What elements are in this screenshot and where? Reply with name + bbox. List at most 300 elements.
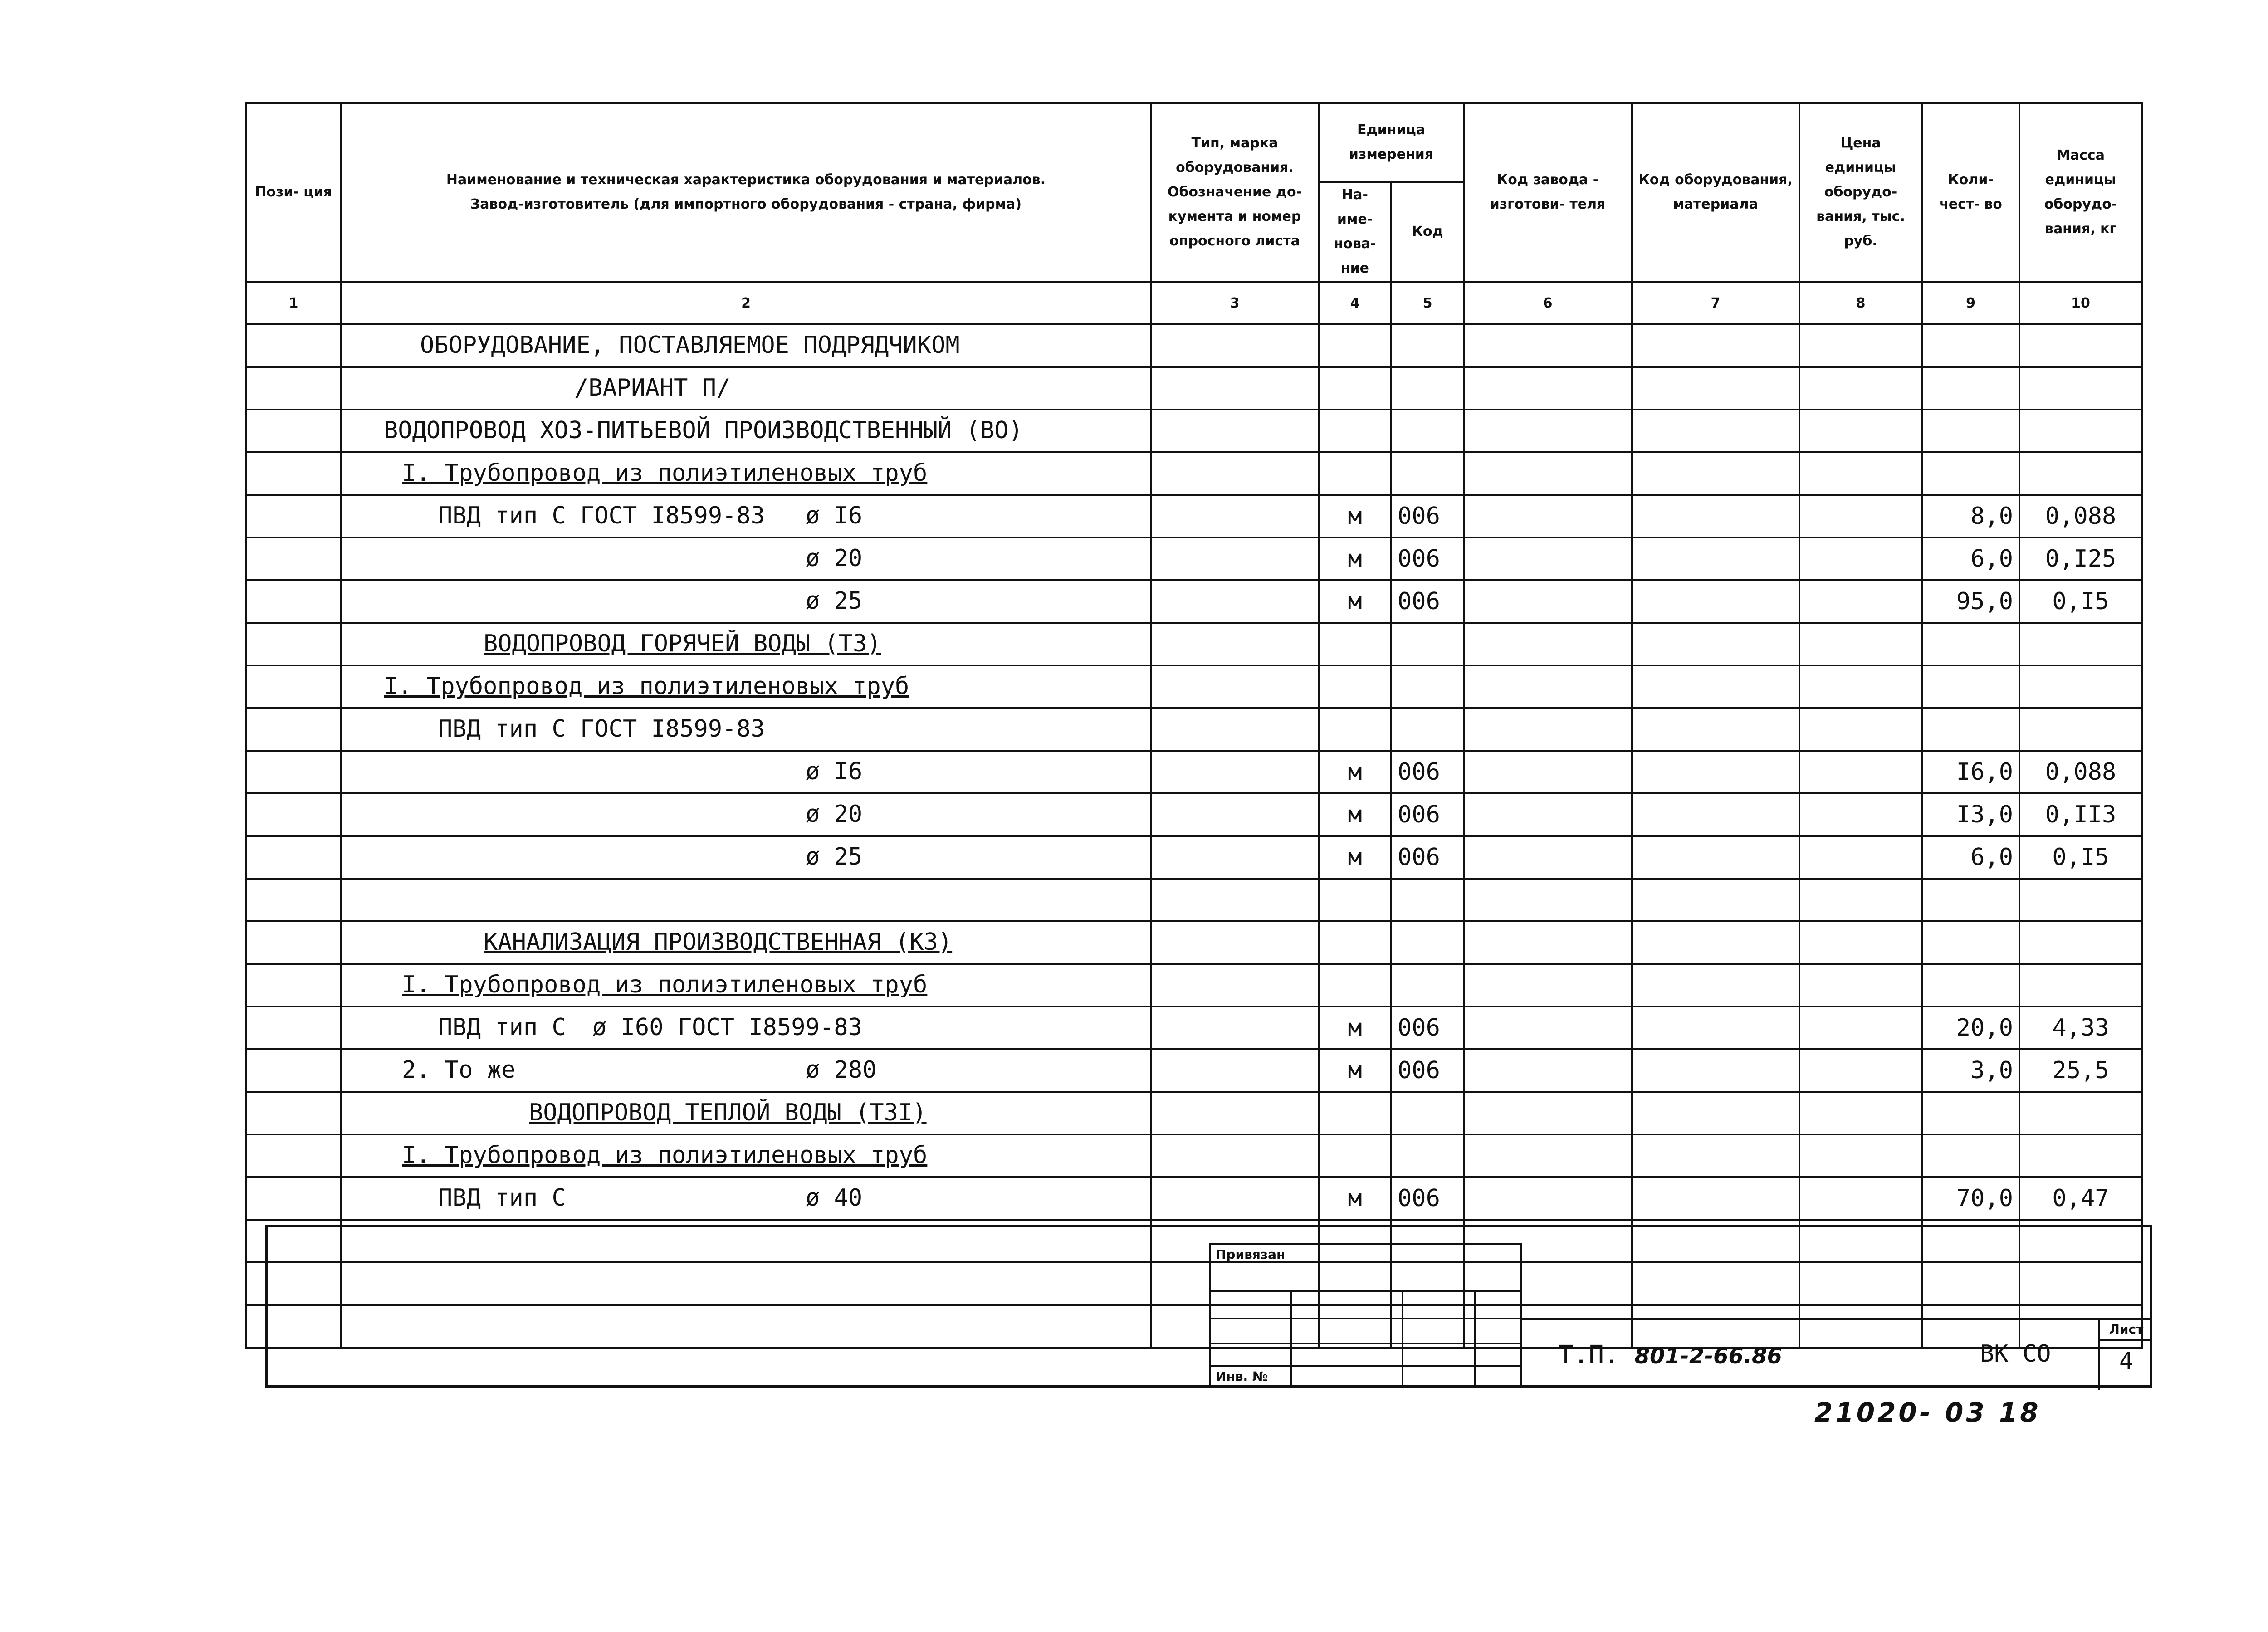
header-name-line2: Завод-изготовитель (для импортного оборудования - страна, фирма) [470,196,1022,212]
cell-type [1151,537,1319,580]
cell-type [1151,751,1319,793]
cell-qty: 6,0 [1922,537,2019,580]
cell-code [1391,964,1464,1007]
cell-price [1799,1134,1922,1177]
cell-type [1151,879,1319,921]
cell-price [1799,708,1922,751]
table-row [246,324,2142,367]
cell-eqcode [1632,623,1799,665]
item-name: I. Трубопровод из полиэтиленовых труб [402,971,928,998]
item-diameter: ø I60 ГОСТ I8599-83 [592,1014,862,1041]
cell-factory [1464,879,1632,921]
cell-type [1151,410,1319,452]
cell-unit [1319,921,1391,964]
cell-price [1799,1007,1922,1049]
cell-name [341,1177,1151,1220]
cell-factory [1464,1177,1632,1220]
sheet-number: 4 [2119,1348,2134,1375]
cell-code: 006 [1391,495,1464,537]
cell-mass [2019,1134,2142,1177]
cell-pos [246,1134,341,1177]
cell-name [341,1049,1151,1092]
cell-mass: 0,I5 [2019,580,2142,623]
item-name: ОБОРУДОВАНИЕ, ПОСТАВЛЯЕМОЕ ПОДРЯДЧИКОМ [420,332,960,359]
cell-code: 006 [1391,1007,1464,1049]
cell-type [1151,452,1319,495]
cell-unit: м [1319,1007,1391,1049]
column-number: 10 [2019,282,2142,324]
table-row [246,1134,2142,1177]
cell-qty: 6,0 [1922,836,2019,879]
cell-eqcode [1632,580,1799,623]
cell-mass: 0,I5 [2019,836,2142,879]
cell-unit: м [1319,836,1391,879]
table-row [246,452,2142,495]
cell-qty [1922,1134,2019,1177]
table-row [246,751,2142,793]
cell-unit: м [1319,793,1391,836]
cell-factory [1464,1092,1632,1134]
cell-qty: 95,0 [1922,580,2019,623]
cell-pos [246,452,341,495]
cell-pos [246,580,341,623]
cell-eqcode [1632,367,1799,410]
cell-type [1151,367,1319,410]
cell-price [1799,623,1922,665]
cell-name [341,537,1151,580]
cell-type [1151,623,1319,665]
cell-mass [2019,367,2142,410]
item-diameter: ø 40 [806,1184,863,1212]
header-equipment-code: Код оборудования, материала [1632,103,1799,282]
document-prefix: Т.П. [1558,1340,1619,1370]
cell-name [341,879,1151,921]
table-row [246,1049,2142,1092]
cell-code [1391,708,1464,751]
cell-factory [1464,495,1632,537]
cell-mass: 0,47 [2019,1177,2142,1220]
item-name: I. Трубопровод из полиэтиленовых труб [402,1142,928,1169]
cell-pos [246,367,341,410]
cell-eqcode [1632,1134,1799,1177]
cell-type [1151,1092,1319,1134]
item-diameter: ø I6 [806,502,863,529]
cell-pos [246,793,341,836]
cell-code [1391,324,1464,367]
cell-factory [1464,1049,1632,1092]
header-type: Тип, марка оборудования. Обозначение до- кумента и номер опросного листа [1151,103,1319,282]
cell-type [1151,964,1319,1007]
item-diameter: ø 25 [806,843,863,870]
document-code [1558,1340,1782,1370]
cell-qty [1922,410,2019,452]
cell-factory [1464,665,1632,708]
stamp-line [1211,1343,1520,1344]
cell-code [1391,452,1464,495]
item-name: ПВД тип С [438,1184,566,1212]
cell-code [1391,367,1464,410]
stamp-line [1211,1318,1520,1319]
cell-type [1151,836,1319,879]
cell-name [341,708,1151,751]
table-row [246,964,2142,1007]
cell-mass [2019,708,2142,751]
cell-mass [2019,623,2142,665]
cell-name [341,1134,1151,1177]
cell-pos [246,324,341,367]
cell-name [341,623,1151,665]
cell-eqcode [1632,1092,1799,1134]
header-unit-code: Код [1391,182,1464,282]
cell-mass [2019,1092,2142,1134]
header-row [246,103,2142,182]
cell-type [1151,708,1319,751]
cell-eqcode [1632,410,1799,452]
cell-name [341,964,1151,1007]
cell-unit [1319,964,1391,1007]
cell-price [1799,410,1922,452]
cell-unit: м [1319,1177,1391,1220]
cell-qty [1922,367,2019,410]
header-price: Цена единицы оборудо- вания, тыс. руб. [1799,103,1922,282]
cell-price [1799,964,1922,1007]
table-row [246,410,2142,452]
cell-name [341,1092,1151,1134]
cell-price [1799,836,1922,879]
cell-unit [1319,1092,1391,1134]
cell-type [1151,580,1319,623]
cell-mass [2019,665,2142,708]
header-name-line1: Наименование и техническая характеристика оборудования и материалов. [446,172,1046,188]
cell-mass: 0,088 [2019,495,2142,537]
cell-mass [2019,452,2142,495]
cell-pos [246,708,341,751]
cell-unit: м [1319,580,1391,623]
cell-factory [1464,836,1632,879]
cell-price [1799,751,1922,793]
cell-qty [1922,452,2019,495]
cell-code: 006 [1391,793,1464,836]
footer-code: 21020- 03 18 [1814,1397,2041,1428]
header-unit: Единица измерения [1319,103,1464,182]
cell-unit [1319,1134,1391,1177]
stamp-line [1402,1290,1403,1386]
cell-mass [2019,921,2142,964]
cell-type [1151,1134,1319,1177]
cell-name [341,452,1151,495]
cell-unit [1319,879,1391,921]
cell-eqcode [1632,495,1799,537]
table-row [246,537,2142,580]
table-row [246,921,2142,964]
cell-name [341,324,1151,367]
cell-qty [1922,665,2019,708]
cell-pos [246,1177,341,1220]
cell-factory [1464,921,1632,964]
cell-price [1799,580,1922,623]
cell-mass [2019,964,2142,1007]
cell-name [341,836,1151,879]
cell-mass [2019,324,2142,367]
column-number: 8 [1799,282,1922,324]
cell-pos [246,836,341,879]
cell-unit: м [1319,751,1391,793]
cell-price [1799,921,1922,964]
cell-pos [246,537,341,580]
cell-unit [1319,623,1391,665]
cell-name [341,580,1151,623]
column-number: 1 [246,282,341,324]
header-mass: Масса единицы оборудо- вания, кг [2019,103,2142,282]
cell-qty [1922,879,2019,921]
cell-mass: 25,5 [2019,1049,2142,1092]
cell-code [1391,665,1464,708]
table-row [246,1007,2142,1049]
table-row [246,580,2142,623]
cell-eqcode [1632,964,1799,1007]
cell-qty: 20,0 [1922,1007,2019,1049]
cell-price [1799,452,1922,495]
column-number: 7 [1632,282,1799,324]
cell-pos [246,1007,341,1049]
cell-qty [1922,1092,2019,1134]
table-row [246,879,2142,921]
cell-factory [1464,452,1632,495]
sheet-label: Лист [2100,1320,2152,1341]
attachment-stamp [1209,1243,1522,1388]
cell-code: 006 [1391,580,1464,623]
cell-factory [1464,1134,1632,1177]
document-mark: ВК СО [1980,1340,2051,1368]
cell-pos [246,410,341,452]
cell-type [1151,793,1319,836]
cell-eqcode [1632,537,1799,580]
cell-price [1799,793,1922,836]
item-diameter: ø 25 [806,587,863,615]
cell-type [1151,1049,1319,1092]
cell-type [1151,921,1319,964]
cell-pos [246,751,341,793]
cell-factory [1464,580,1632,623]
table-row [246,623,2142,665]
cell-unit: м [1319,495,1391,537]
stamp-line [1474,1290,1476,1386]
inventory-label: Инв. № [1216,1369,1268,1384]
table-row [246,367,2142,410]
cell-code [1391,623,1464,665]
cell-eqcode [1632,324,1799,367]
cell-eqcode [1632,1049,1799,1092]
specification-rows [246,324,2142,1348]
cell-mass: 0,088 [2019,751,2142,793]
cell-price [1799,537,1922,580]
cell-price [1799,879,1922,921]
cell-name [341,367,1151,410]
item-name: ПВД тип С ГОСТ I8599-83 [438,502,765,529]
cell-factory [1464,751,1632,793]
cell-qty: 70,0 [1922,1177,2019,1220]
item-name: КАНАЛИЗАЦИЯ ПРОИЗВОДСТВЕННАЯ (К3) [484,928,953,956]
column-number: 2 [341,282,1151,324]
cell-type [1151,1007,1319,1049]
cell-unit [1319,410,1391,452]
cell-unit [1319,367,1391,410]
cell-price [1799,1092,1922,1134]
table-row [246,708,2142,751]
cell-factory [1464,623,1632,665]
item-name: /ВАРИАНТ П/ [574,374,731,401]
cell-qty: I6,0 [1922,751,2019,793]
item-name: I. Трубопровод из полиэтиленовых труб [402,459,928,487]
item-diameter: ø 280 [806,1056,877,1084]
cell-name [341,751,1151,793]
cell-code [1391,410,1464,452]
stamp-line [1211,1290,1520,1292]
cell-name [341,1007,1151,1049]
cell-code: 006 [1391,751,1464,793]
cell-eqcode [1632,836,1799,879]
cell-eqcode [1632,665,1799,708]
cell-price [1799,665,1922,708]
column-number: 6 [1464,282,1632,324]
cell-type [1151,495,1319,537]
column-number: 9 [1922,282,2019,324]
cell-pos [246,665,341,708]
header-quantity: Коли- чест- во [1922,103,2019,282]
attached-label: Привязан [1216,1247,1286,1262]
item-diameter: ø 20 [806,801,863,828]
sheet-box [2098,1320,2152,1390]
cell-mass [2019,410,2142,452]
cell-factory [1464,537,1632,580]
column-number-row [246,282,2142,324]
cell-code: 006 [1391,1177,1464,1220]
cell-name [341,921,1151,964]
cell-price [1799,324,1922,367]
table-row [246,1092,2142,1134]
item-diameter: ø 20 [806,545,863,572]
cell-price [1799,495,1922,537]
item-name: I. Трубопровод из полиэтиленовых труб [384,673,909,700]
stamp-line [1211,1365,1520,1367]
column-number: 5 [1391,282,1464,324]
header-factory-code: Код завода - изготови- теля [1464,103,1632,282]
item-diameter: ø I6 [806,758,863,785]
cell-unit [1319,452,1391,495]
cell-eqcode [1632,793,1799,836]
cell-type [1151,1177,1319,1220]
item-name: 2. То же [402,1056,516,1084]
item-name: ПВД тип С ГОСТ I8599-83 [438,715,765,743]
column-number: 3 [1151,282,1319,324]
column-number: 4 [1319,282,1391,324]
cell-code [1391,1134,1464,1177]
item-name: ВОДОПРОВОД ТЕПЛОЙ ВОДЫ (Т3I) [529,1099,927,1126]
cell-unit [1319,324,1391,367]
cell-type [1151,665,1319,708]
cell-price [1799,367,1922,410]
cell-code: 006 [1391,836,1464,879]
cell-factory [1464,410,1632,452]
cell-pos [246,879,341,921]
cell-qty [1922,708,2019,751]
cell-price [1799,1177,1922,1220]
cell-code: 006 [1391,537,1464,580]
cell-mass: 4,33 [2019,1007,2142,1049]
table-row [246,836,2142,879]
cell-code: 006 [1391,1049,1464,1092]
cell-qty: 3,0 [1922,1049,2019,1092]
cell-eqcode [1632,452,1799,495]
cell-unit: м [1319,1049,1391,1092]
cell-price [1799,1049,1922,1092]
document-number: 801-2-66.86 [1634,1344,1782,1369]
header-position: Пози- ция [246,103,341,282]
item-name: ВОДОПРОВОД ХОЗ-ПИТЬЕВОЙ ПРОИЗВОДСТВЕННЫЙ (ВО) [384,417,1023,444]
cell-code [1391,921,1464,964]
cell-eqcode [1632,1007,1799,1049]
cell-factory [1464,793,1632,836]
cell-eqcode [1632,1177,1799,1220]
cell-qty [1922,623,2019,665]
cell-code [1391,879,1464,921]
cell-code [1391,1092,1464,1134]
cell-mass: 0,II3 [2019,793,2142,836]
cell-qty: 8,0 [1922,495,2019,537]
cell-eqcode [1632,879,1799,921]
cell-pos [246,623,341,665]
table-row [246,793,2142,836]
cell-factory [1464,367,1632,410]
cell-name [341,495,1151,537]
cell-pos [246,1049,341,1092]
cell-pos [246,1092,341,1134]
cell-factory [1464,324,1632,367]
cell-mass: 0,I25 [2019,537,2142,580]
specification-table [245,102,2143,1349]
item-name: ВОДОПРОВОД ГОРЯЧЕЙ ВОДЫ (Т3) [484,630,881,657]
cell-qty [1922,964,2019,1007]
cell-pos [246,964,341,1007]
header-name [341,103,1151,282]
cell-unit [1319,665,1391,708]
item-name: ПВД тип С [438,1014,566,1041]
cell-name [341,793,1151,836]
cell-factory [1464,1007,1632,1049]
cell-qty [1922,921,2019,964]
cell-qty: I3,0 [1922,793,2019,836]
cell-type [1151,324,1319,367]
table-row [246,1177,2142,1220]
table-row [246,495,2142,537]
cell-qty [1922,324,2019,367]
stamp-line [1290,1290,1292,1386]
cell-pos [246,495,341,537]
cell-unit [1319,708,1391,751]
cell-factory [1464,708,1632,751]
title-block [1522,1318,2152,1390]
cell-factory [1464,964,1632,1007]
cell-name [341,665,1151,708]
cell-eqcode [1632,708,1799,751]
table-row [246,665,2142,708]
cell-pos [246,921,341,964]
cell-name [341,410,1151,452]
cell-mass [2019,879,2142,921]
header-unit-name: На- име- нова- ние [1319,182,1391,282]
cell-eqcode [1632,921,1799,964]
cell-eqcode [1632,751,1799,793]
